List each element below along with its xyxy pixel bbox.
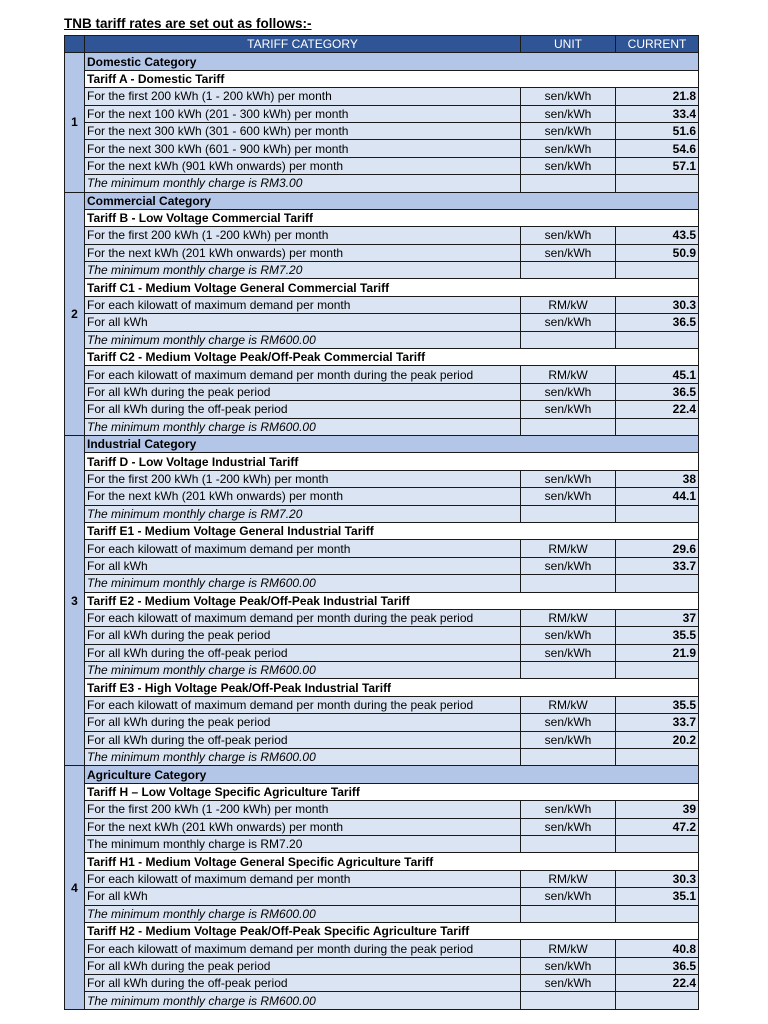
rate-unit: RM/kW [521, 609, 616, 626]
rate-value: 51.6 [616, 122, 699, 139]
minimum-charge-row [65, 262, 699, 279]
rate-unit [521, 418, 616, 435]
rate-unit [521, 505, 616, 522]
rate-value: 37 [616, 609, 699, 626]
rate-unit [521, 835, 616, 852]
rate-row [65, 157, 699, 174]
section-number: 4 [65, 766, 85, 1009]
tariff-heading-row [65, 279, 699, 296]
tariff-heading: Tariff D - Low Voltage Industrial Tariff [85, 453, 699, 470]
rate-value: 36.5 [616, 383, 699, 400]
rate-row [65, 488, 699, 505]
tariff-table-body [65, 53, 699, 1009]
rate-value [616, 262, 699, 279]
minimum-charge-row [65, 505, 699, 522]
rate-value [616, 835, 699, 852]
rate-value: 35.5 [616, 696, 699, 713]
rate-unit: sen/kWh [521, 957, 616, 974]
rate-description: For the next 300 kWh (601 - 900 kWh) per month [85, 140, 521, 157]
rate-row [65, 696, 699, 713]
tariff-heading: Tariff H – Low Voltage Specific Agriculture Tariff [85, 783, 699, 800]
tariff-heading: Tariff A - Domestic Tariff [85, 70, 699, 87]
rate-row [65, 140, 699, 157]
rate-unit: sen/kWh [521, 122, 616, 139]
rate-unit [521, 175, 616, 192]
rate-value: 43.5 [616, 227, 699, 244]
tariff-heading-row [65, 349, 699, 366]
rate-unit [521, 575, 616, 592]
rate-value: 35.5 [616, 627, 699, 644]
rate-unit: RM/kW [521, 940, 616, 957]
rate-description: For all kWh during the peak period [85, 383, 521, 400]
rate-description: For the first 200 kWh (1 -200 kWh) per month [85, 470, 521, 487]
rate-unit: RM/kW [521, 870, 616, 887]
rate-value: 22.4 [616, 401, 699, 418]
rate-description: For the next 100 kWh (201 - 300 kWh) per month [85, 105, 521, 122]
rate-value [616, 749, 699, 766]
minimum-charge-row [65, 749, 699, 766]
rate-description: For the first 200 kWh (1 -200 kWh) per month [85, 801, 521, 818]
minimum-charge-note: The minimum monthly charge is RM600.00 [85, 905, 521, 922]
header-unit: UNIT [521, 36, 616, 53]
minimum-charge-row [65, 575, 699, 592]
rate-unit: sen/kWh [521, 801, 616, 818]
minimum-charge-note: The minimum monthly charge is RM600.00 [85, 662, 521, 679]
rate-row [65, 801, 699, 818]
rate-value: 30.3 [616, 870, 699, 887]
rate-description: For all kWh during the peak period [85, 957, 521, 974]
rate-row [65, 470, 699, 487]
minimum-charge-row [65, 331, 699, 348]
rate-description: For all kWh during the off-peak period [85, 401, 521, 418]
tariff-heading-row [65, 922, 699, 939]
tariff-heading: Tariff B - Low Voltage Commercial Tariff [85, 209, 699, 226]
rate-unit [521, 749, 616, 766]
page-title: TNB tariff rates are set out as follows:- [64, 16, 312, 31]
tariff-heading-row [65, 592, 699, 609]
rate-description: For all kWh during the off-peak period [85, 644, 521, 661]
rate-description: For each kilowatt of maximum demand per month during the peak period [85, 696, 521, 713]
category-heading: Agriculture Category [85, 766, 699, 783]
rate-unit: sen/kWh [521, 227, 616, 244]
rate-row [65, 366, 699, 383]
rate-value: 50.9 [616, 244, 699, 261]
rate-row [65, 105, 699, 122]
rate-unit [521, 905, 616, 922]
rate-description: For all kWh during the off-peak period [85, 975, 521, 992]
rate-row [65, 540, 699, 557]
category-heading: Industrial Category [85, 435, 699, 452]
rate-row [65, 557, 699, 574]
minimum-charge-row [65, 175, 699, 192]
minimum-charge-note: The minimum monthly charge is RM7.20 [85, 835, 521, 852]
category-heading-row [65, 766, 699, 783]
rate-row [65, 401, 699, 418]
rate-row [65, 818, 699, 835]
rate-unit: sen/kWh [521, 401, 616, 418]
rate-row [65, 122, 699, 139]
rate-value: 39 [616, 801, 699, 818]
rate-description: For all kWh [85, 557, 521, 574]
category-heading: Commercial Category [85, 192, 699, 209]
rate-unit: sen/kWh [521, 975, 616, 992]
rate-unit: sen/kWh [521, 644, 616, 661]
rate-unit [521, 662, 616, 679]
tariff-heading-row [65, 853, 699, 870]
rate-value: 33.4 [616, 105, 699, 122]
rate-description: For each kilowatt of maximum demand per month [85, 870, 521, 887]
rate-value: 54.6 [616, 140, 699, 157]
table-header-row [65, 36, 699, 53]
rate-value: 47.2 [616, 818, 699, 835]
rate-description: For all kWh during the off-peak period [85, 731, 521, 748]
category-heading: Domestic Category [85, 53, 699, 70]
rate-unit: sen/kWh [521, 105, 616, 122]
header-current: CURRENT [616, 36, 699, 53]
tariff-heading-row [65, 70, 699, 87]
rate-value: 44.1 [616, 488, 699, 505]
minimum-charge-note: The minimum monthly charge is RM600.00 [85, 575, 521, 592]
rate-unit: sen/kWh [521, 314, 616, 331]
rate-row [65, 888, 699, 905]
rate-value [616, 992, 699, 1009]
rate-value [616, 418, 699, 435]
rate-description: For all kWh [85, 314, 521, 331]
rate-value: 57.1 [616, 157, 699, 174]
minimum-charge-row [65, 835, 699, 852]
minimum-charge-note: The minimum monthly charge is RM600.00 [85, 992, 521, 1009]
rate-value [616, 505, 699, 522]
minimum-charge-row [65, 905, 699, 922]
rate-row [65, 957, 699, 974]
rate-unit: RM/kW [521, 296, 616, 313]
tariff-heading: Tariff E3 - High Voltage Peak/Off-Peak Industrial Tariff [85, 679, 699, 696]
rate-row [65, 627, 699, 644]
tariff-heading: Tariff E1 - Medium Voltage General Industrial Tariff [85, 522, 699, 539]
header-number-cell [65, 36, 85, 53]
rate-unit: sen/kWh [521, 244, 616, 261]
tariff-heading-row [65, 783, 699, 800]
category-heading-row [65, 435, 699, 452]
rate-unit [521, 331, 616, 348]
rate-description: For the next kWh (901 kWh onwards) per month [85, 157, 521, 174]
rate-value: 33.7 [616, 557, 699, 574]
rate-unit: sen/kWh [521, 383, 616, 400]
rate-description: For all kWh during the peak period [85, 714, 521, 731]
rate-unit: RM/kW [521, 696, 616, 713]
category-heading-row [65, 53, 699, 70]
rate-description: For the first 200 kWh (1 - 200 kWh) per month [85, 88, 521, 105]
rate-row [65, 714, 699, 731]
rate-unit: sen/kWh [521, 818, 616, 835]
rate-unit: sen/kWh [521, 714, 616, 731]
rate-description: For all kWh during the peak period [85, 627, 521, 644]
rate-unit: sen/kWh [521, 557, 616, 574]
rate-row [65, 383, 699, 400]
rate-value: 38 [616, 470, 699, 487]
rate-value [616, 662, 699, 679]
rate-value: 21.8 [616, 88, 699, 105]
tariff-heading-row [65, 522, 699, 539]
rate-row [65, 975, 699, 992]
rate-row [65, 940, 699, 957]
tariff-heading: Tariff C1 - Medium Voltage General Commercial Tariff [85, 279, 699, 296]
rate-row [65, 314, 699, 331]
rate-value: 20.2 [616, 731, 699, 748]
rate-description: For each kilowatt of maximum demand per month during the peak period [85, 609, 521, 626]
rate-value: 22.4 [616, 975, 699, 992]
rate-description: For the first 200 kWh (1 -200 kWh) per month [85, 227, 521, 244]
rate-row [65, 609, 699, 626]
header-tariff-category: TARIFF CATEGORY [85, 36, 521, 53]
rate-value: 35.1 [616, 888, 699, 905]
rate-unit: sen/kWh [521, 488, 616, 505]
rate-value: 40.8 [616, 940, 699, 957]
tariff-heading: Tariff E2 - Medium Voltage Peak/Off-Peak Industrial Tariff [85, 592, 699, 609]
minimum-charge-note: The minimum monthly charge is RM600.00 [85, 749, 521, 766]
rate-unit [521, 992, 616, 1009]
minimum-charge-note: The minimum monthly charge is RM600.00 [85, 418, 521, 435]
rate-description: For the next kWh (201 kWh onwards) per month [85, 818, 521, 835]
rate-unit: sen/kWh [521, 731, 616, 748]
rate-description: For each kilowatt of maximum demand per month during the peak period [85, 366, 521, 383]
rate-row [65, 88, 699, 105]
section-number: 2 [65, 192, 85, 435]
rate-value [616, 331, 699, 348]
rate-description: For each kilowatt of maximum demand per month [85, 296, 521, 313]
minimum-charge-row [65, 418, 699, 435]
rate-description: For each kilowatt of maximum demand per month during the peak period [85, 940, 521, 957]
minimum-charge-note: The minimum monthly charge is RM600.00 [85, 331, 521, 348]
rate-value: 45.1 [616, 366, 699, 383]
minimum-charge-note: The minimum monthly charge is RM7.20 [85, 262, 521, 279]
category-heading-row [65, 192, 699, 209]
rate-row [65, 731, 699, 748]
tariff-heading: Tariff C2 - Medium Voltage Peak/Off-Peak Commercial Tariff [85, 349, 699, 366]
rate-unit: sen/kWh [521, 88, 616, 105]
rate-description: For the next kWh (201 kWh onwards) per month [85, 244, 521, 261]
rate-description: For each kilowatt of maximum demand per month [85, 540, 521, 557]
section-number: 3 [65, 435, 85, 765]
minimum-charge-note: The minimum monthly charge is RM3.00 [85, 175, 521, 192]
tariff-heading: Tariff H1 - Medium Voltage General Specific Agriculture Tariff [85, 853, 699, 870]
rate-description: For all kWh [85, 888, 521, 905]
rate-row [65, 296, 699, 313]
rate-unit: sen/kWh [521, 157, 616, 174]
tariff-heading-row [65, 679, 699, 696]
rate-value: 33.7 [616, 714, 699, 731]
rate-row [65, 870, 699, 887]
rate-value [616, 175, 699, 192]
rate-unit: sen/kWh [521, 140, 616, 157]
rate-row [65, 244, 699, 261]
tariff-heading-row [65, 453, 699, 470]
rate-row [65, 644, 699, 661]
rate-unit: RM/kW [521, 540, 616, 557]
tariff-heading-row [65, 209, 699, 226]
rate-value: 36.5 [616, 957, 699, 974]
rate-unit [521, 262, 616, 279]
rate-value: 36.5 [616, 314, 699, 331]
rate-unit: sen/kWh [521, 627, 616, 644]
section-number: 1 [65, 53, 85, 192]
rate-unit: sen/kWh [521, 470, 616, 487]
rate-description: For the next kWh (201 kWh onwards) per month [85, 488, 521, 505]
rate-value: 29.6 [616, 540, 699, 557]
rate-value: 21.9 [616, 644, 699, 661]
rate-row [65, 227, 699, 244]
rate-unit: RM/kW [521, 366, 616, 383]
rate-value: 30.3 [616, 296, 699, 313]
minimum-charge-row [65, 992, 699, 1009]
minimum-charge-row [65, 662, 699, 679]
rate-unit: sen/kWh [521, 888, 616, 905]
rate-description: For the next 300 kWh (301 - 600 kWh) per month [85, 122, 521, 139]
rate-value [616, 905, 699, 922]
minimum-charge-note: The minimum monthly charge is RM7.20 [85, 505, 521, 522]
tariff-heading: Tariff H2 - Medium Voltage Peak/Off-Peak Specific Agriculture Tariff [85, 922, 699, 939]
rate-value [616, 575, 699, 592]
tariff-table [64, 35, 699, 1010]
